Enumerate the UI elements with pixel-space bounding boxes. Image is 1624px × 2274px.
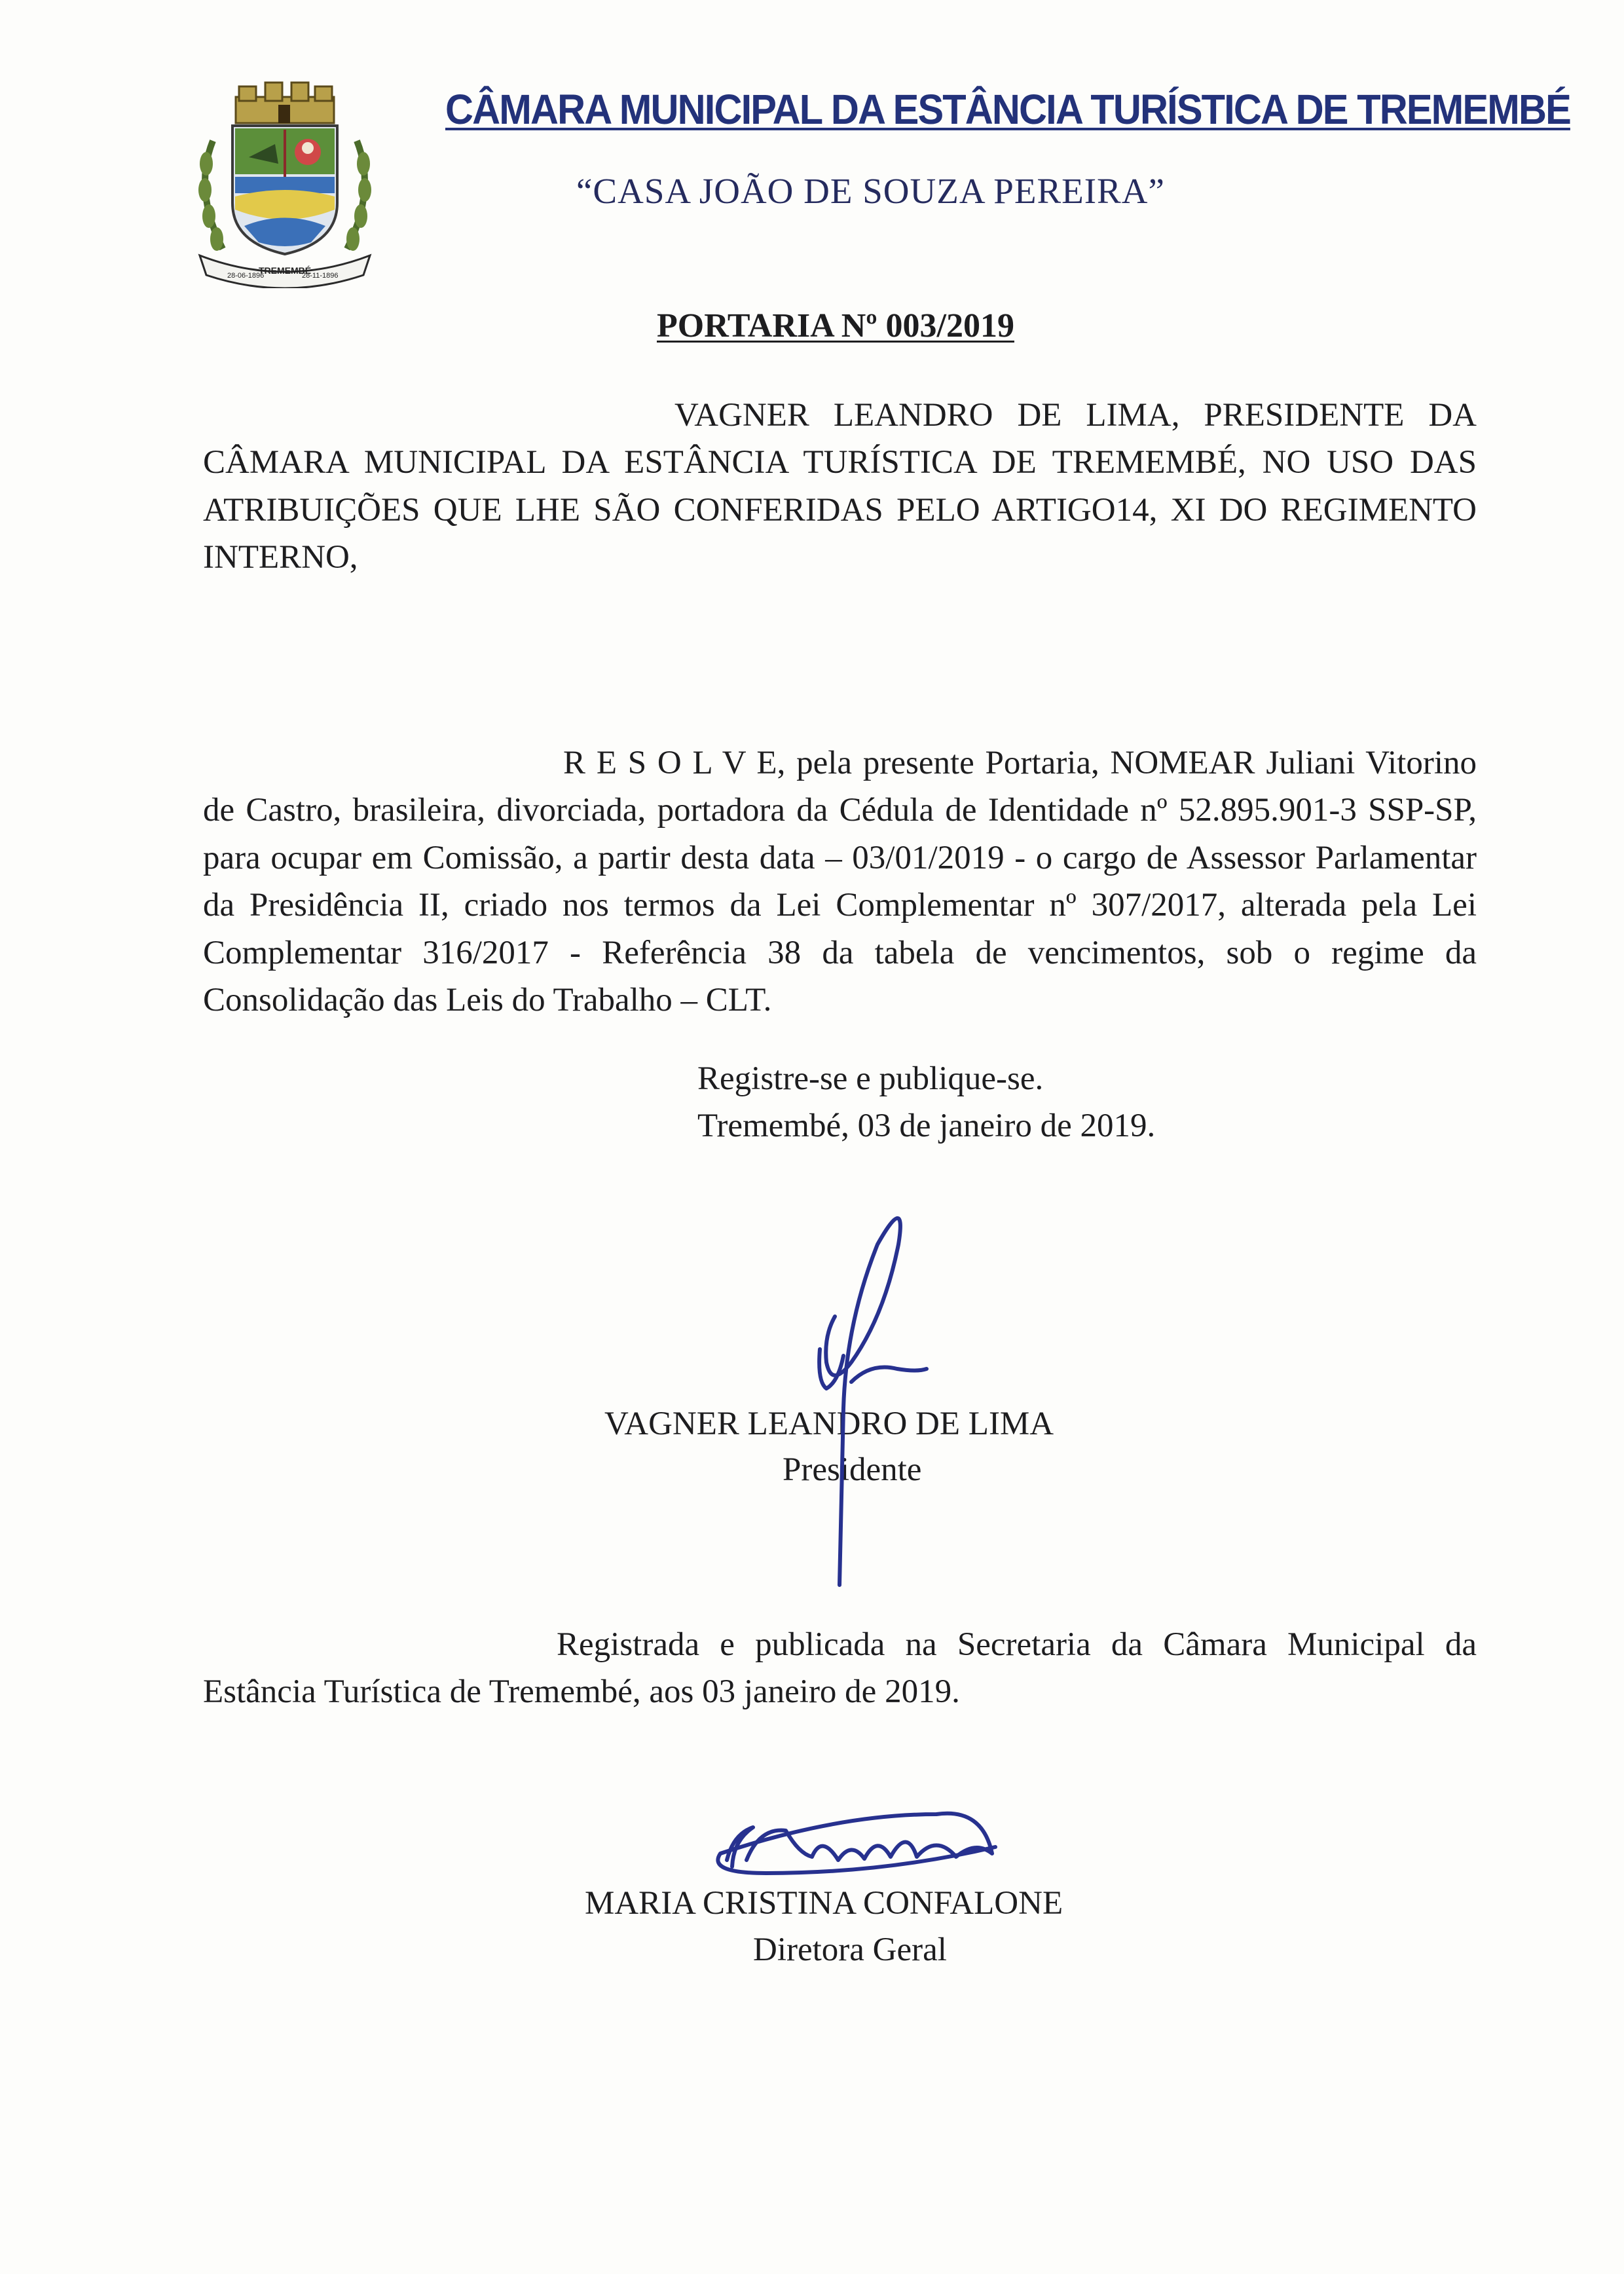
president-role: Presidente	[783, 1451, 922, 1488]
resolve-keyword: R E S O L V E	[563, 745, 777, 781]
crest-date-left: 28-06-1896	[227, 272, 265, 280]
resolve-paragraph	[203, 739, 1477, 1024]
director-name: MARIA CRISTINA CONFALONE	[585, 1885, 1063, 1922]
president-signature	[819, 1218, 927, 1585]
president-name: VAGNER LEANDRO DE LIMA	[604, 1406, 1054, 1442]
house-name: “CASA JOÃO DE SOUZA PEREIRA”	[576, 171, 1165, 211]
crest-date-right: 28-11-1896	[302, 272, 339, 280]
resolve-body: , pela presente Portaria, NOMEAR Juliani Vitorino de Castro, brasileira, divorciada, portadora da Cédula de Identidade nº 52.895.901-3 SSP-SP, para ocupar em Comissão, a partir desta data – 03/01/2019 - o cargo de Assessor Parlamentar da Presidência II, criado nos termos da Lei Complementar nº 307/2017, alterada pela Lei Complementar 316/2017 - Referência 38 da tabela de vencimentos, sob o regime da Consolidação das Leis do Trabalho – CLT.	[203, 745, 1477, 1019]
institution-title: CÂMARA MUNICIPAL DA ESTÂNCIA TURÍSTICA DE TREMEMBÉ	[445, 86, 1570, 133]
registration-paragraph: Registrada e publicada na Secretaria da Câmara Municipal da Estância Turística de Tremembé, aos 03 janeiro de 2019.	[203, 1626, 1477, 1711]
municipal-coat-of-arms-icon	[187, 79, 383, 288]
document-title: PORTARIA Nº 003/2019	[657, 307, 1014, 345]
register-line: Registre-se e publique-se.	[697, 1060, 1044, 1097]
coat-of-arms	[187, 79, 383, 288]
director-signature	[718, 1814, 995, 1873]
crest-ribbon-text: TREMEMBÉ	[258, 265, 312, 276]
preamble-paragraph: VAGNER LEANDRO DE LIMA, PRESIDENTE DA CÂMARA MUNICIPAL DA ESTÂNCIA TURÍSTICA DE TREMEMBÉ, NO USO DAS ATRIBUIÇÕES QUE LHE SÃO CONFERIDAS PELO ARTIGO14, XI DO REGIMENTO INTERNO,	[203, 397, 1477, 576]
place-date: Tremembé, 03 de janeiro de 2019.	[697, 1108, 1156, 1144]
director-role: Diretora Geral	[753, 1931, 947, 1968]
